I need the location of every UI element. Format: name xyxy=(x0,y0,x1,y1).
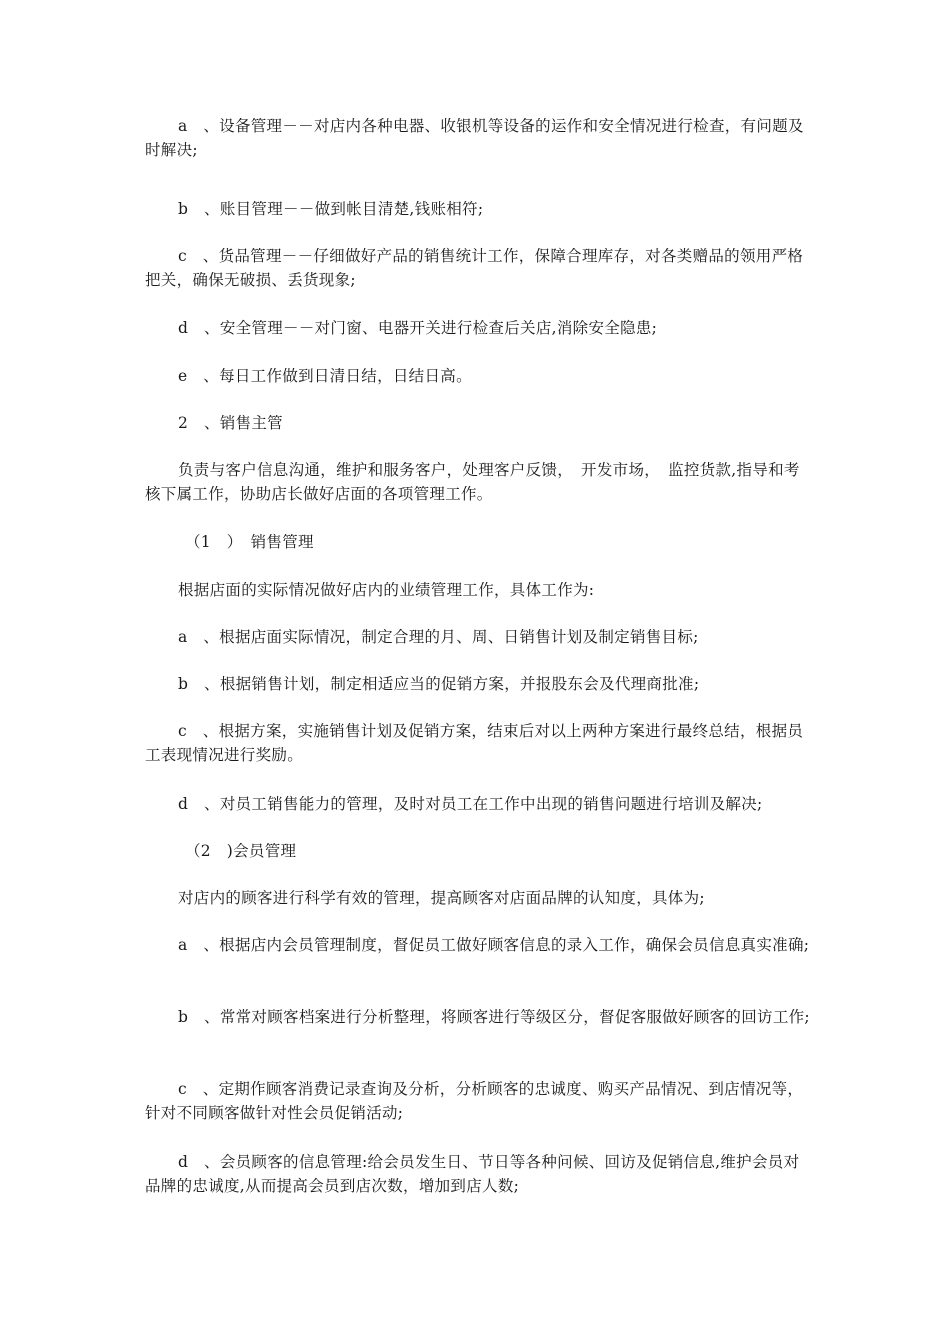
paragraph-promotion-plan: b 、根据销售计划，制定相适应当的促销方案，并报股东会及代理商批准; xyxy=(178,675,700,693)
subheading-sales-management: （1 ） 销售管理 xyxy=(185,533,314,551)
paragraph-sales-supervisor-duties: 负责与客户信息沟通，维护和服务客户，处理客户反馈， 开发市场， 监控货款,指导和考核下属工作，协助店长做好店面的各项管理工作。 xyxy=(145,461,800,503)
paragraph-member-management-intro: 对店内的顾客进行科学有效的管理，提高顾客对店面品牌的认知度，具体为; xyxy=(178,889,705,907)
paragraph-plan-execution: c 、根据方案，实施销售计划及促销方案，结束后对以上两种方案进行最终总结，根据员工表现情况进行奖励。 xyxy=(145,722,804,764)
paragraph-sales-management-intro: 根据店面的实际情况做好店内的业绩管理工作，具体工作为: xyxy=(178,581,595,599)
subheading-member-management: （2 )会员管理 xyxy=(185,842,297,860)
paragraph-sales-capability: d 、对员工销售能力的管理，及时对员工在工作中出现的销售问题进行培训及解决; xyxy=(178,795,763,813)
paragraph-member-records: a 、根据店内会员管理制度，督促员工做好顾客信息的录入工作，确保会员信息真实准确; xyxy=(178,936,810,954)
paragraph-customer-archive: b 、常常对顾客档案进行分析整理，将顾客进行等级区分，督促客服做好顾客的回访工作; xyxy=(178,1008,810,1026)
paragraph-sales-plan: a 、根据店面实际情况，制定合理的月、周、日销售计划及制定销售目标; xyxy=(178,628,699,646)
paragraph-consumption-analysis: c 、定期作顾客消费记录查询及分析，分析顾客的忠诚度、购买产品情况、到店情况等，针对不同顾客做针对性会员促销活动; xyxy=(145,1080,804,1122)
paragraph-member-information: d 、会员顾客的信息管理:给会员发生日、节日等各种问候、回访及促销信息,维护会员对品牌的忠诚度,从而提高会员到店次数，增加到店人数; xyxy=(145,1153,800,1195)
paragraph-account-management: b 、账目管理－－做到帐目清楚,钱账相符; xyxy=(178,200,484,218)
paragraph-equipment-management: a 、设备管理－－对店内各种电器、收银机等设备的运作和安全情况进行检查，有问题及时解决; xyxy=(145,117,804,159)
paragraph-daily-work: e 、每日工作做到日清日结，日结日高。 xyxy=(178,367,472,385)
section-heading-sales-supervisor: 2 、销售主管 xyxy=(178,414,283,432)
paragraph-goods-management: c 、货品管理－－仔细做好产品的销售统计工作，保障合理库存，对各类赠品的领用严格把关，确保无破损、丢货现象; xyxy=(145,247,804,289)
paragraph-safety-management: d 、安全管理－－对门窗、电器开关进行检查后关店,消除安全隐患; xyxy=(178,319,658,337)
